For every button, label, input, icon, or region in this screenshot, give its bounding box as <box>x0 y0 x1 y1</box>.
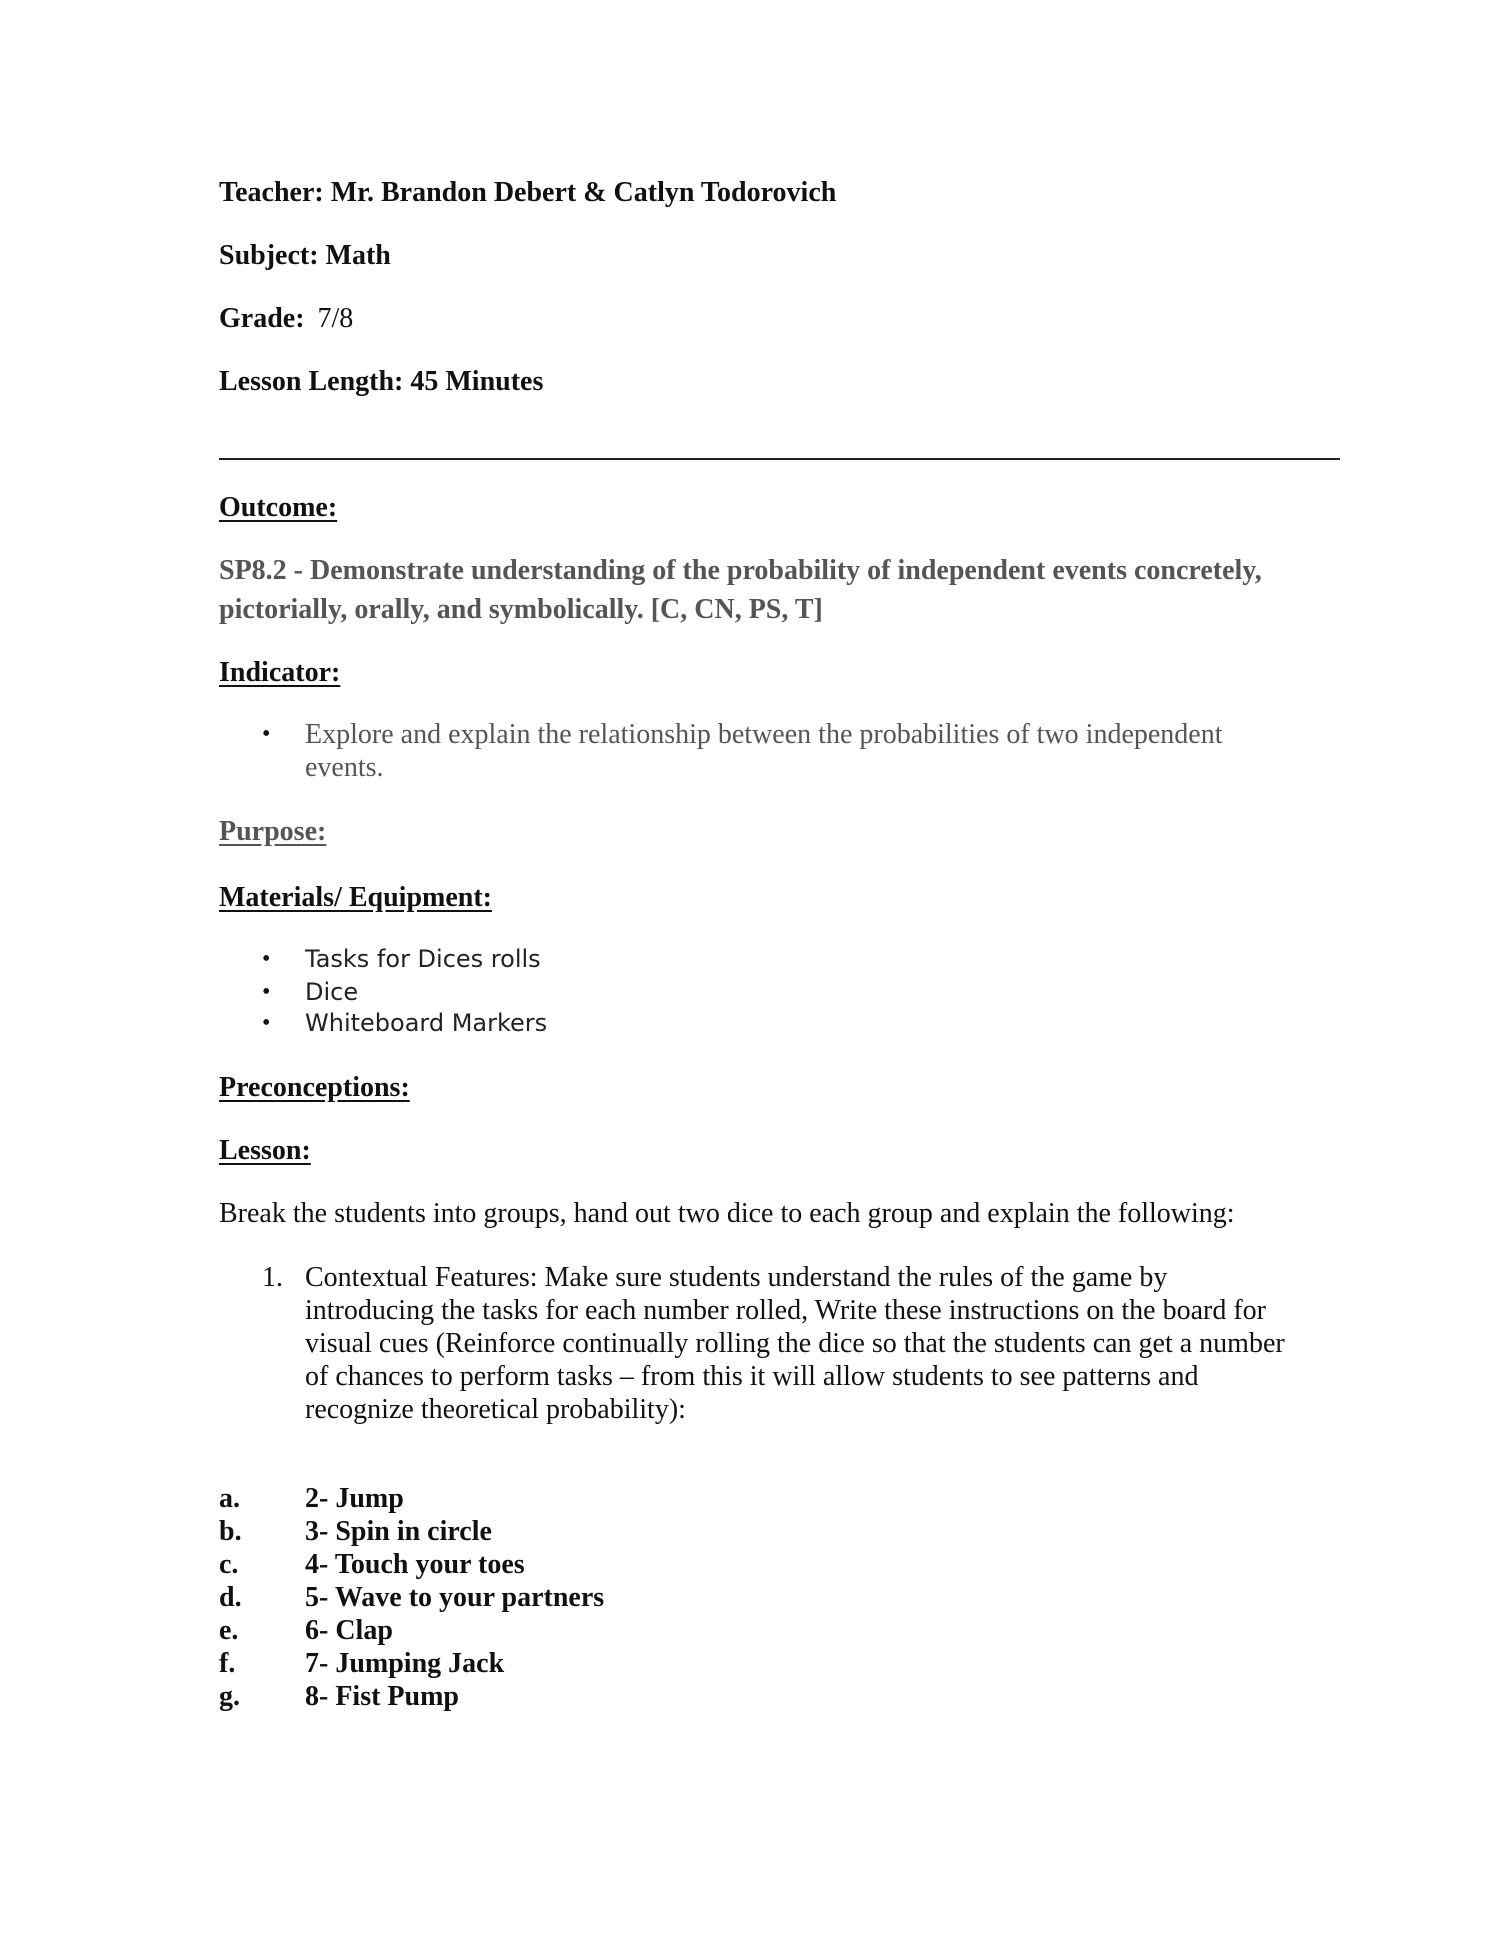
task-item: 3- Spin in circle <box>305 1516 492 1547</box>
grade-value: 7/8 <box>317 303 354 334</box>
materials-bullet: • <box>262 946 271 972</box>
step-number: 1. <box>262 1262 283 1293</box>
materials-bullet: • <box>262 979 271 1005</box>
materials-item: Whiteboard Markers <box>305 1009 548 1037</box>
purpose-heading: Purpose: <box>219 816 327 847</box>
task-item: 2- Jump <box>305 1483 404 1514</box>
outcome-heading: Outcome: <box>219 492 338 523</box>
materials-item: Dice <box>305 978 359 1006</box>
materials-bullet: • <box>262 1010 271 1036</box>
indicator-text-line-1: Explore and explain the relationship between the probabilities of two independent <box>305 719 1223 750</box>
outcome-text-line-1: SP8.2 - Demonstrate understanding of the probability of independent events concretely, <box>219 555 1262 586</box>
task-letter: b. <box>219 1516 242 1547</box>
grade-line <box>219 303 353 335</box>
task-item: 4- Touch your toes <box>305 1549 525 1580</box>
task-letter: a. <box>219 1483 240 1514</box>
lesson-intro: Break the students into groups, hand out two dice to each group and explain the following: <box>219 1198 1235 1229</box>
step-line: of chances to perform tasks – from this it will allow students to see patterns and <box>305 1361 1199 1392</box>
task-letter: g. <box>219 1681 240 1712</box>
task-letter: f. <box>219 1648 236 1679</box>
lesson-heading: Lesson: <box>219 1135 311 1166</box>
subject-line: Subject: Math <box>219 240 391 271</box>
task-item: 5- Wave to your partners <box>305 1582 605 1613</box>
step-line: recognize theoretical probability): <box>305 1394 686 1425</box>
task-letter: e. <box>219 1615 239 1646</box>
grade-label: Grade: <box>219 303 305 334</box>
task-item: 7- Jumping Jack <box>305 1648 505 1679</box>
task-item: 8- Fist Pump <box>305 1681 459 1712</box>
task-letter: d. <box>219 1582 242 1613</box>
materials-heading: Materials/ Equipment: <box>219 882 492 913</box>
indicator-text-line-2: events. <box>305 752 384 783</box>
task-letter: c. <box>219 1549 239 1580</box>
preconceptions-heading: Preconceptions: <box>219 1072 410 1103</box>
indicator-bullet: • <box>262 721 271 747</box>
teacher-line: Teacher: Mr. Brandon Debert & Catlyn Todorovich <box>219 177 837 208</box>
indicator-heading: Indicator: <box>219 657 341 688</box>
materials-item: Tasks for Dices rolls <box>305 945 541 973</box>
step-line: visual cues (Reinforce continually rolling the dice so that the students can get a number <box>305 1328 1285 1359</box>
outcome-text-line-2: pictorially, orally, and symbolically. [C, CN, PS, T] <box>219 594 823 625</box>
task-item: 6- Clap <box>305 1615 393 1646</box>
step-line: Contextual Features: Make sure students understand the rules of the game by <box>305 1262 1168 1293</box>
step-line: introducing the tasks for each number rolled, Write these instructions on the board for <box>305 1295 1266 1326</box>
horizontal-divider <box>219 458 1340 460</box>
lesson-length-line: Lesson Length: 45 Minutes <box>219 366 544 397</box>
